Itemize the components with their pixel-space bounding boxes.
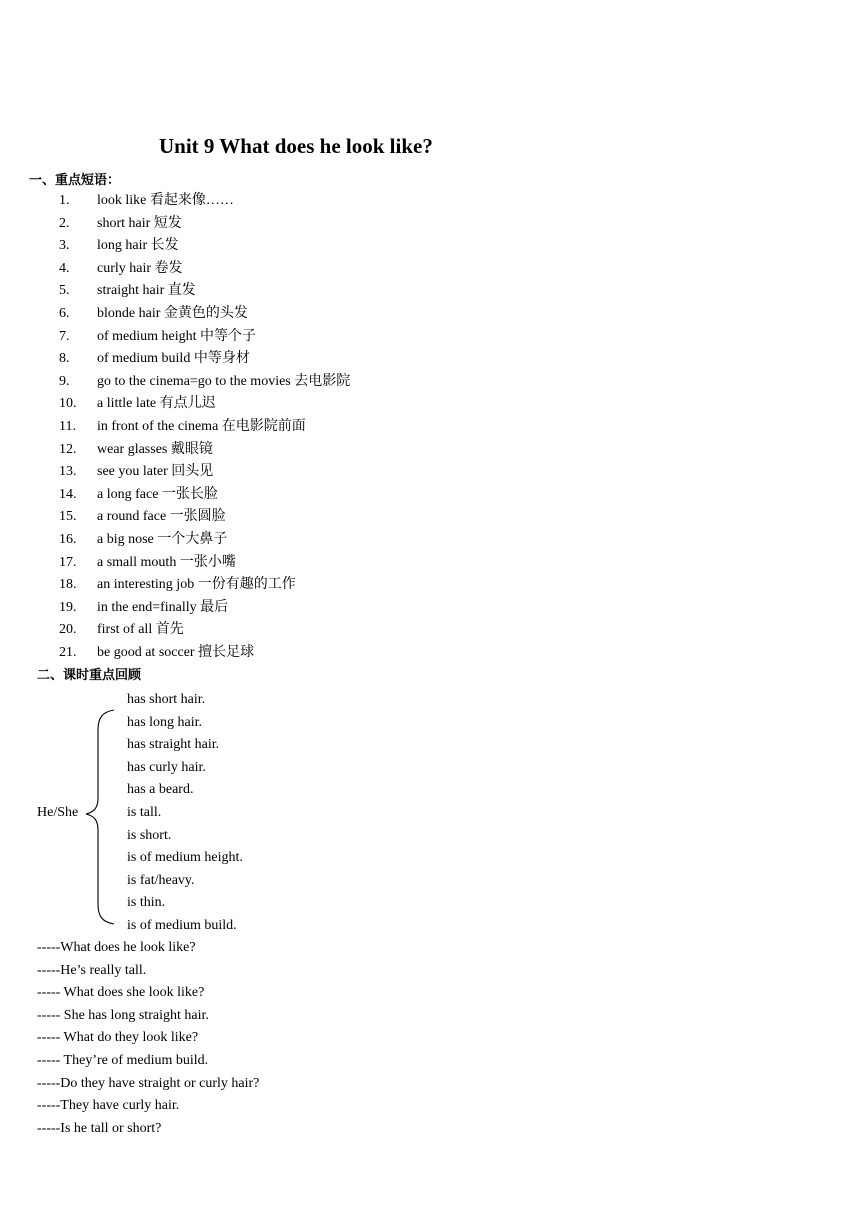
phrase-number: 9. <box>59 373 70 389</box>
predicate-item: has long hair. <box>127 714 203 730</box>
predicate-item: is of medium build. <box>127 917 237 933</box>
phrase-text: short hair 短发 <box>97 215 182 231</box>
phrase-number: 20. <box>59 622 77 638</box>
dialogue-list <box>37 938 259 1141</box>
phrase-item <box>0 574 860 597</box>
predicate-item: has short hair. <box>127 692 206 707</box>
phrase-item <box>0 506 860 529</box>
dialogue-line: -----Is he tall or short? <box>37 1120 162 1136</box>
phrase-number: 1. <box>59 193 70 208</box>
dialogue-line: -----He’s really tall. <box>37 962 147 978</box>
phrase-number: 18. <box>59 577 77 593</box>
phrase-number: 3. <box>59 238 70 254</box>
phrase-number: 7. <box>59 328 70 344</box>
phrase-text: look like 看起来像…… <box>97 193 234 208</box>
phrase-item <box>0 619 860 642</box>
phrase-text: in front of the cinema 在电影院前面 <box>97 418 306 434</box>
phrase-item <box>0 597 860 620</box>
phrase-text: wear glasses 戴眼镜 <box>97 441 213 457</box>
phrase-number: 17. <box>59 554 77 570</box>
phrase-list <box>0 190 860 664</box>
dialogue-line: ----- They’re of medium build. <box>37 1052 209 1068</box>
phrase-item <box>0 484 860 507</box>
phrase-number: 13. <box>59 464 77 480</box>
phrase-number: 14. <box>59 486 77 502</box>
predicate-list <box>127 690 243 939</box>
phrase-item <box>0 190 860 213</box>
phrase-item <box>0 371 860 394</box>
phrase-text: long hair 长发 <box>97 238 179 254</box>
dialogue-line: -----They have curly hair. <box>37 1098 180 1114</box>
phrase-text: see you later 回头见 <box>97 464 214 480</box>
page-title: Unit 9 What does he look like? <box>159 134 433 158</box>
phrase-item <box>0 642 860 665</box>
phrase-text: go to the cinema=go to the movies 去电影院 <box>97 373 351 389</box>
phrase-number: 15. <box>59 509 77 525</box>
predicate-item: has a beard. <box>127 782 194 798</box>
dialogue-line: ----- She has long straight hair. <box>37 1007 209 1023</box>
phrase-item <box>0 213 860 236</box>
phrase-text: straight hair 直发 <box>97 283 196 299</box>
phrase-number: 5. <box>59 283 70 299</box>
phrase-item <box>0 393 860 416</box>
phrase-text: blonde hair 金黄色的头发 <box>97 305 248 321</box>
phrase-item <box>0 258 860 281</box>
phrase-number: 4. <box>59 260 70 276</box>
predicate-item: is thin. <box>127 895 166 911</box>
phrase-text: of medium height 中等个子 <box>97 328 257 344</box>
dialogue-line: -----Do they have straight or curly hair? <box>37 1075 260 1091</box>
phrase-item <box>0 280 860 303</box>
phrase-number: 12. <box>59 441 77 457</box>
phrase-number: 10. <box>59 396 77 412</box>
phrase-item <box>0 348 860 371</box>
phrase-item <box>0 326 860 349</box>
phrase-item <box>0 461 860 484</box>
phrase-number: 2. <box>59 215 70 231</box>
predicate-item: is fat/heavy. <box>127 872 195 888</box>
phrase-text: in the end=finally 最后 <box>97 599 229 615</box>
section-heading-key-phrases: 一、重点短语： <box>29 173 121 188</box>
phrase-text: a small mouth 一张小嘴 <box>97 554 236 570</box>
phrase-text: a long face 一张长脸 <box>97 486 218 502</box>
subject-label: He/She <box>37 805 79 820</box>
phrase-text: an interesting job 一份有趣的工作 <box>97 577 296 593</box>
dialogue-line: ----- What do they look like? <box>37 1030 199 1046</box>
phrase-number: 16. <box>59 531 77 547</box>
phrase-number: 11. <box>59 418 76 434</box>
predicate-item: is of medium height. <box>127 850 243 866</box>
phrase-item <box>0 416 860 439</box>
phrase-text: curly hair 卷发 <box>97 260 183 276</box>
phrase-item <box>0 529 860 552</box>
phrase-text: a little late 有点儿迟 <box>97 396 216 412</box>
phrase-item <box>0 235 860 258</box>
phrase-text: first of all 首先 <box>97 622 184 638</box>
phrase-number: 21. <box>59 644 77 660</box>
dialogue-line: -----What does he look like? <box>37 940 196 955</box>
phrase-text: a round face 一张圆脸 <box>97 509 226 525</box>
predicate-item: has straight hair. <box>127 737 220 753</box>
predicate-item: has curly hair. <box>127 759 206 775</box>
phrase-text: be good at soccer 擅长足球 <box>97 644 255 660</box>
phrase-number: 8. <box>59 351 70 367</box>
phrase-number: 6. <box>59 305 70 321</box>
dialogue-line: ----- What does she look like? <box>37 985 205 1001</box>
phrase-item <box>0 439 860 462</box>
section-heading-review: 二、课时重点回顾 <box>37 668 142 683</box>
phrase-number: 19. <box>59 599 77 615</box>
phrase-text: of medium build 中等身材 <box>97 351 250 367</box>
predicate-item: is short. <box>127 827 172 843</box>
predicate-item: is tall. <box>127 804 162 820</box>
phrase-item <box>0 552 860 575</box>
phrase-text: a big nose 一个大鼻子 <box>97 531 228 547</box>
curly-brace <box>84 708 116 926</box>
phrase-item <box>0 303 860 326</box>
